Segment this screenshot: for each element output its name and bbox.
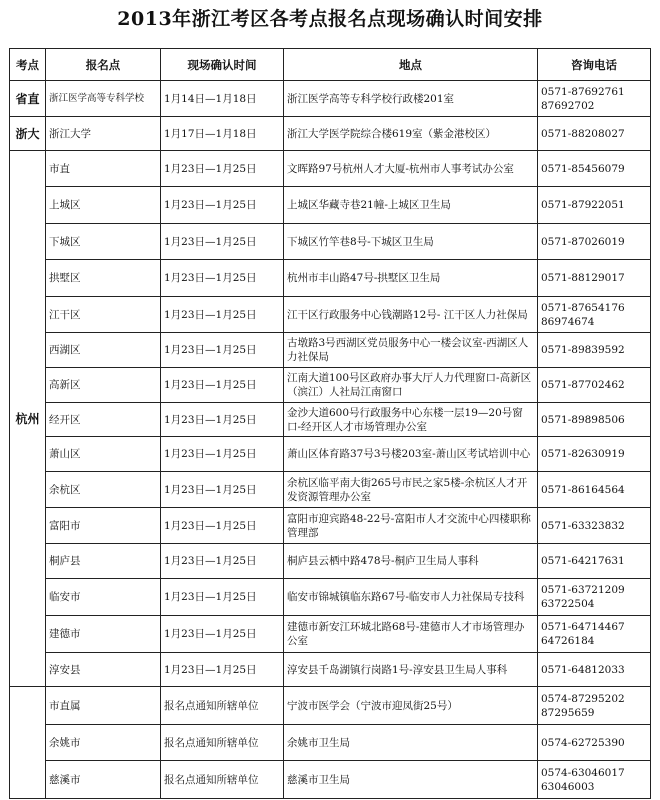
- header-phone: 咨询电话: [538, 49, 651, 81]
- address: 金沙大道600号行政服务中心东楼一层19—20号窗口-经开区人才市场管理办公室: [284, 403, 538, 437]
- page-title: 2013年浙江考区各考点报名点现场确认时间安排: [117, 8, 543, 30]
- point-name: 高新区: [46, 368, 161, 403]
- region-ningbo: [10, 687, 46, 799]
- point-name: 上城区: [46, 187, 161, 224]
- address: 慈溪市卫生局: [284, 761, 538, 799]
- table-header-row: [10, 49, 651, 81]
- table-row: [10, 579, 651, 616]
- header-region: 考点: [10, 49, 46, 81]
- confirm-time: 1月17日—1月18日: [161, 117, 284, 151]
- phone: 0571-85456079: [538, 151, 651, 187]
- point-name: 富阳市: [46, 508, 161, 544]
- address: 下城区竹竿巷8号-下城区卫生局: [284, 224, 538, 260]
- address: 淳安县千岛湖镇行岗路1号-淳安县卫生局人事科: [284, 653, 538, 687]
- point-name: 临安市: [46, 579, 161, 616]
- phone: 0571-88129017: [538, 260, 651, 297]
- phone: 0571-89839592: [538, 333, 651, 368]
- point-name: 市直属: [46, 687, 161, 725]
- point-name: 下城区: [46, 224, 161, 260]
- table-row: [10, 653, 651, 687]
- point-name: 江干区: [46, 297, 161, 333]
- phone: 0571-64714467 64726184: [538, 616, 651, 653]
- address: 余姚市卫生局: [284, 725, 538, 761]
- address: 临安市锦城镇临东路67号-临安市人力社保局专技科: [284, 579, 538, 616]
- phone: 0571-82630919: [538, 437, 651, 472]
- phone: 0574-62725390: [538, 725, 651, 761]
- table-row: [10, 544, 651, 579]
- point-name: 余姚市: [46, 725, 161, 761]
- address: 上城区华藏寺巷21幢-上城区卫生局: [284, 187, 538, 224]
- table-row: [10, 472, 651, 508]
- address: 江南大道100号区政府办事大厅人力代理窗口-高新区（滨江）人社局江南窗口: [284, 368, 538, 403]
- phone: 0571-89898506: [538, 403, 651, 437]
- table-row: [10, 508, 651, 544]
- address: 浙江医学高等专科学校行政楼201室: [284, 81, 538, 117]
- header-point: 报名点: [46, 49, 161, 81]
- confirm-time: 1月14日—1月18日: [161, 81, 284, 117]
- phone: 0571-87692761 87692702: [538, 81, 651, 117]
- phone: 0571-86164564: [538, 472, 651, 508]
- confirm-time: 报名点通知所辖单位: [161, 725, 284, 761]
- address: 浙江大学医学院综合楼619室（紫金港校区）: [284, 117, 538, 151]
- confirm-time: 1月23日—1月25日: [161, 187, 284, 224]
- table-row: [10, 616, 651, 653]
- phone: 0571-64217631: [538, 544, 651, 579]
- point-name: 余杭区: [46, 472, 161, 508]
- header-address: 地点: [284, 49, 538, 81]
- address: 古墩路3号西湖区党员服务中心一楼会议室-西湖区人力社保局: [284, 333, 538, 368]
- confirm-time: 1月23日—1月25日: [161, 224, 284, 260]
- table-row: [10, 687, 651, 725]
- confirm-time: 1月23日—1月25日: [161, 616, 284, 653]
- phone: 0571-88208027: [538, 117, 651, 151]
- confirm-time: 报名点通知所辖单位: [161, 687, 284, 725]
- table-row: [10, 297, 651, 333]
- table-row: [10, 117, 651, 151]
- address: 江干区行政服务中心钱潮路12号- 江干区人力社保局: [284, 297, 538, 333]
- point-name: 浙江医学高等专科学校: [46, 81, 161, 117]
- confirm-time: 1月23日—1月25日: [161, 508, 284, 544]
- address: 宁波市医学会（宁波市迎凤街25号）: [284, 687, 538, 725]
- address: 富阳市迎宾路48-22号-富阳市人才交流中心四楼职称管理部: [284, 508, 538, 544]
- point-name: 桐庐县: [46, 544, 161, 579]
- phone: 0571-63721209 63722504: [538, 579, 651, 616]
- phone: 0571-87026019: [538, 224, 651, 260]
- phone: 0571-63323832: [538, 508, 651, 544]
- confirm-time: 1月23日—1月25日: [161, 333, 284, 368]
- table-row: [10, 151, 651, 187]
- region-shengzhi: 省直: [10, 81, 46, 117]
- confirm-time: 1月23日—1月25日: [161, 579, 284, 616]
- phone: 0571-87922051: [538, 187, 651, 224]
- address: 建德市新安江环城北路68号-建德市人才市场管理办公室: [284, 616, 538, 653]
- header-time: 现场确认时间: [161, 49, 284, 81]
- region-zheda: 浙大: [10, 117, 46, 151]
- address: 文晖路97号杭州人才大厦-杭州市人事考试办公室: [284, 151, 538, 187]
- point-name: 拱墅区: [46, 260, 161, 297]
- address: 余杭区临平南大街265号市民之家5楼-余杭区人才开发资源管理办公室: [284, 472, 538, 508]
- table-row: [10, 224, 651, 260]
- point-name: 建德市: [46, 616, 161, 653]
- phone: 0571-64812033: [538, 653, 651, 687]
- region-hangzhou: 杭州: [10, 151, 46, 687]
- point-name: 淳安县: [46, 653, 161, 687]
- table-row: [10, 81, 651, 117]
- confirm-time: 1月23日—1月25日: [161, 151, 284, 187]
- point-name: 西湖区: [46, 333, 161, 368]
- address: 萧山区体育路37号3号楼203室-萧山区考试培训中心: [284, 437, 538, 472]
- address: 杭州市丰山路47号-拱墅区卫生局: [284, 260, 538, 297]
- confirm-time: 1月23日—1月25日: [161, 437, 284, 472]
- confirm-time: 报名点通知所辖单位: [161, 761, 284, 799]
- confirm-time: 1月23日—1月25日: [161, 653, 284, 687]
- phone: 0571-87702462: [538, 368, 651, 403]
- table-row: [10, 368, 651, 403]
- phone: 0574-63046017 63046003: [538, 761, 651, 799]
- table-row: [10, 333, 651, 368]
- confirm-time: 1月23日—1月25日: [161, 368, 284, 403]
- phone: 0571-87654176 86974674: [538, 297, 651, 333]
- point-name: 市直: [46, 151, 161, 187]
- schedule-table: [9, 48, 651, 799]
- confirm-time: 1月23日—1月25日: [161, 403, 284, 437]
- point-name: 萧山区: [46, 437, 161, 472]
- table-row: [10, 260, 651, 297]
- confirm-time: 1月23日—1月25日: [161, 544, 284, 579]
- confirm-time: 1月23日—1月25日: [161, 260, 284, 297]
- table-row: [10, 437, 651, 472]
- point-name: 慈溪市: [46, 761, 161, 799]
- table-row: [10, 403, 651, 437]
- point-name: 浙江大学: [46, 117, 161, 151]
- table-row: [10, 725, 651, 761]
- phone: 0574-87295202 87295659: [538, 687, 651, 725]
- confirm-time: 1月23日—1月25日: [161, 297, 284, 333]
- point-name: 经开区: [46, 403, 161, 437]
- table-row: [10, 187, 651, 224]
- table-row: [10, 761, 651, 799]
- confirm-time: 1月23日—1月25日: [161, 472, 284, 508]
- address: 桐庐县云栖中路478号-桐庐卫生局人事科: [284, 544, 538, 579]
